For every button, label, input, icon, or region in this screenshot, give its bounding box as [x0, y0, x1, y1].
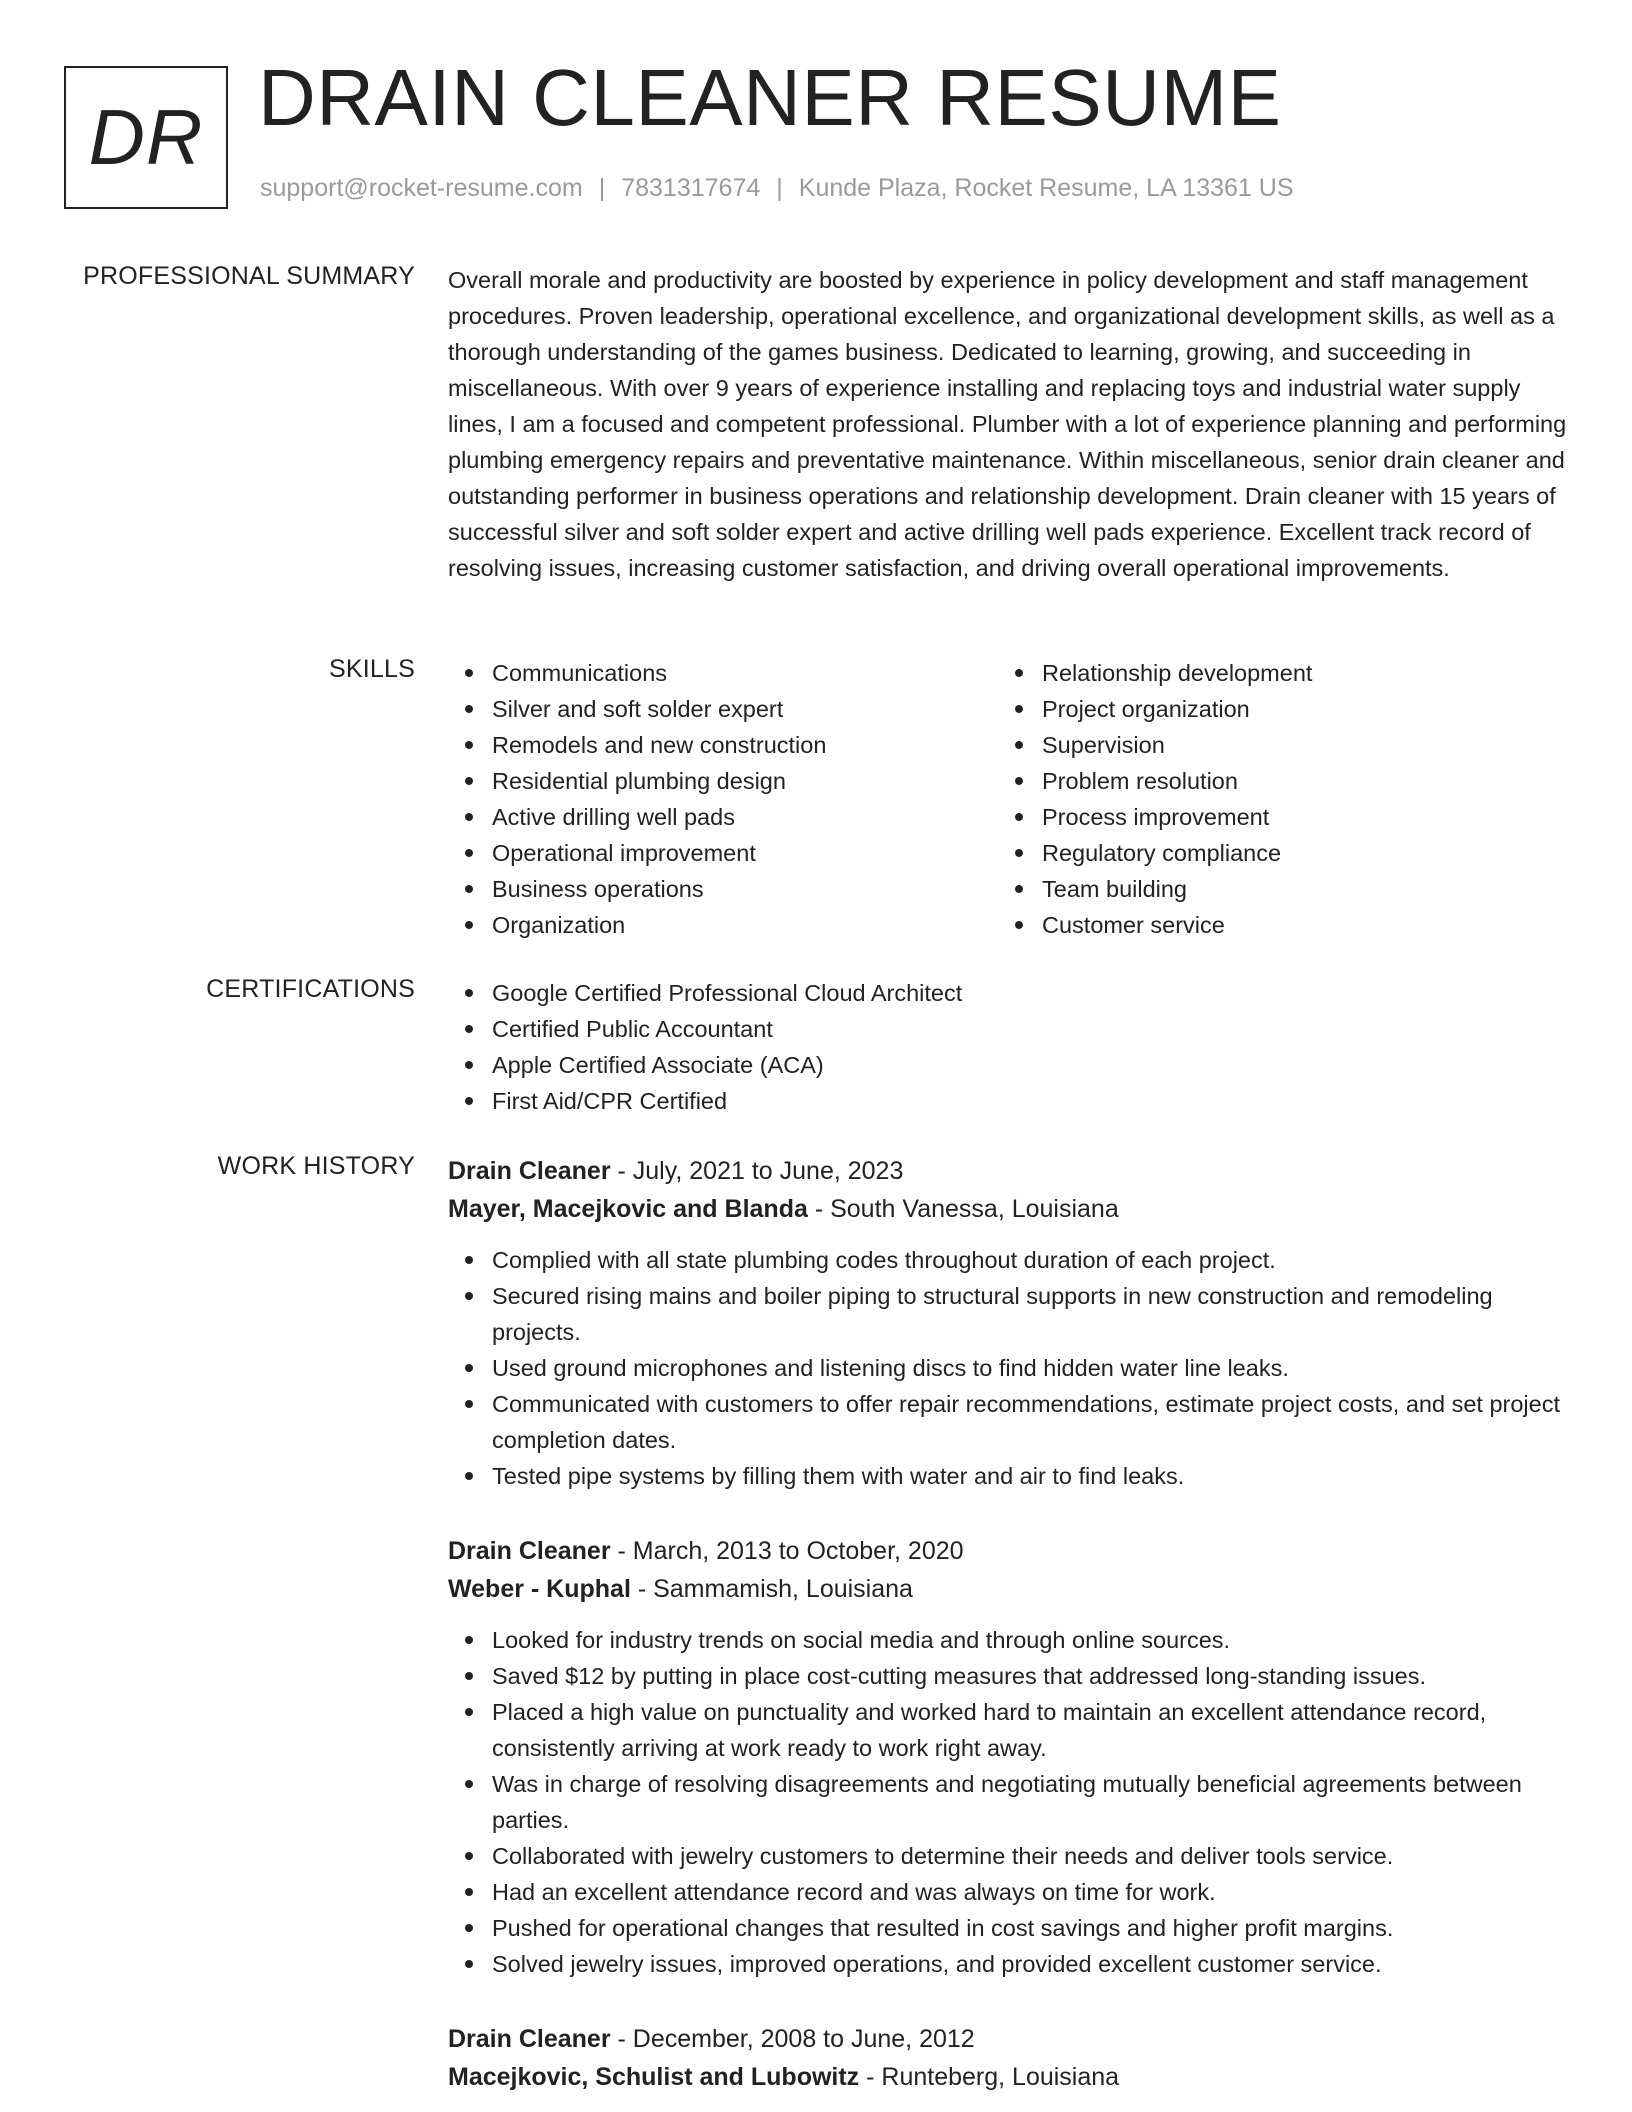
job-company-line — [448, 1190, 1568, 1228]
job-title-line — [448, 1532, 1568, 1570]
skill-item: Residential plumbing design — [448, 763, 998, 799]
skill-item: Business operations — [448, 871, 998, 907]
skill-item: Process improvement — [998, 799, 1548, 835]
job-title-line — [448, 1152, 1568, 1190]
skill-item: Communications — [448, 655, 998, 691]
skills-column-right — [998, 655, 1548, 943]
job-bullet: Looked for industry trends on social media and through online sources. — [448, 1622, 1568, 1658]
skill-item: Silver and soft solder expert — [448, 691, 998, 727]
skills-list — [448, 655, 1568, 943]
job-title: Drain Cleaner — [448, 2025, 611, 2053]
skill-item: Organization — [448, 907, 998, 943]
skill-item: Active drilling well pads — [448, 799, 998, 835]
skill-item: Relationship development — [998, 655, 1548, 691]
work-history-list — [448, 1152, 1568, 2112]
job-entry — [448, 2020, 1568, 2096]
skill-item: Problem resolution — [998, 763, 1548, 799]
job-bullet: Secured rising mains and boiler piping to structural supports in new construction and remodeling projects. — [448, 1278, 1568, 1350]
certifications-heading: CERTIFICATIONS — [206, 975, 415, 1003]
job-entry — [448, 1152, 1568, 1494]
contact-address: Kunde Plaza, Rocket Resume, LA 13361 US — [798, 174, 1294, 202]
job-bullet: Saved $12 by putting in place cost-cutting measures that addressed long-standing issues. — [448, 1658, 1568, 1694]
job-company-line — [448, 1570, 1568, 1608]
contact-separator: | — [598, 174, 606, 202]
job-bullet: Collaborated with jewelry customers to determine their needs and deliver tools service. — [448, 1838, 1568, 1874]
contact-separator: | — [776, 174, 783, 202]
job-bullet: Placed a high value on punctuality and worked hard to maintain an excellent attendance record, consistently arriving at work ready to work right away. — [448, 1694, 1568, 1766]
contact-phone: 7831317674 — [621, 174, 761, 202]
monogram-box — [64, 66, 228, 209]
job-bullet: Solved jewelry issues, improved operations, and provided excellent customer service. — [448, 1946, 1568, 1982]
skills-heading: SKILLS — [329, 655, 415, 683]
certifications-list — [448, 975, 1568, 1119]
job-title: Drain Cleaner — [448, 1157, 611, 1185]
summary-heading: PROFESSIONAL SUMMARY — [83, 262, 415, 290]
job-title: Drain Cleaner — [448, 1537, 611, 1565]
contact-line — [260, 174, 1294, 203]
job-location: - Runteberg, Louisiana — [859, 2063, 1120, 2091]
job-title-line — [448, 2020, 1568, 2058]
job-bullet: Pushed for operational changes that resulted in cost savings and higher profit margins. — [448, 1910, 1568, 1946]
summary-text: Overall morale and productivity are boosted by experience in policy development and staff management procedures. Proven leadership, operational excellence, and organizational development skills, as well as a thorough understanding of the games business. Dedicated to learning, growing, and succeeding in miscellaneous. With over 9 years of experience installing and replacing toys and industrial water supply lines, I am a focused and competent professional. Plumber with a lot of experience planning and performing plumbing emergency repairs and preventative maintenance. Within miscellaneous, senior drain cleaner and outstanding performer in business operations and relationship development. Drain cleaner with 15 years of successful silver and soft solder expert and active drilling well pads experience. Excellent track record of resolving issues, increasing customer satisfaction, and driving overall operational improvements. — [448, 267, 1567, 581]
job-dates: - March, 2013 to October, 2020 — [610, 1537, 964, 1565]
job-entry — [448, 1532, 1568, 1982]
job-company-line — [448, 2058, 1568, 2096]
job-location: - South Vanessa, Louisiana — [807, 1195, 1119, 1223]
resume-title: DRAIN CLEANER RESUME — [258, 53, 1282, 142]
monogram-initials: DR — [88, 93, 204, 181]
job-dates: - July, 2021 to June, 2023 — [610, 1157, 904, 1185]
skill-item: Operational improvement — [448, 835, 998, 871]
job-bullets — [448, 1622, 1568, 1982]
skill-item: Regulatory compliance — [998, 835, 1548, 871]
job-company: Weber - Kuphal — [448, 1575, 631, 1603]
certification-item: Apple Certified Associate (ACA) — [448, 1047, 1568, 1083]
skill-item: Supervision — [998, 727, 1548, 763]
job-location: - Sammamish, Louisiana — [630, 1575, 913, 1603]
skills-column-left — [448, 655, 998, 943]
work-history-heading: WORK HISTORY — [217, 1152, 415, 1180]
skill-item: Remodels and new construction — [448, 727, 998, 763]
job-bullets — [448, 1242, 1568, 1494]
skill-item: Customer service — [998, 907, 1548, 943]
job-bullet: Used ground microphones and listening discs to find hidden water line leaks. — [448, 1350, 1568, 1386]
job-bullet: Was in charge of resolving disagreements and negotiating mutually beneficial agreements between parties. — [448, 1766, 1568, 1838]
job-dates: - December, 2008 to June, 2012 — [610, 2025, 975, 2053]
certification-item: First Aid/CPR Certified — [448, 1083, 1568, 1119]
job-company: Mayer, Macejkovic and Blanda — [448, 1195, 808, 1223]
job-company: Macejkovic, Schulist and Lubowitz — [448, 2063, 860, 2091]
certification-item: Google Certified Professional Cloud Architect — [448, 975, 1568, 1011]
job-bullet: Tested pipe systems by filling them with water and air to find leaks. — [448, 1458, 1568, 1494]
job-bullet: Complied with all state plumbing codes throughout duration of each project. — [448, 1242, 1568, 1278]
job-bullet: Had an excellent attendance record and was always on time for work. — [448, 1874, 1568, 1910]
contact-email: support@rocket-resume.com — [260, 174, 583, 202]
certification-item: Certified Public Accountant — [448, 1011, 1568, 1047]
skill-item: Project organization — [998, 691, 1548, 727]
skill-item: Team building — [998, 871, 1548, 907]
job-bullet: Communicated with customers to offer repair recommendations, estimate project costs, and set project completion dates. — [448, 1386, 1568, 1458]
